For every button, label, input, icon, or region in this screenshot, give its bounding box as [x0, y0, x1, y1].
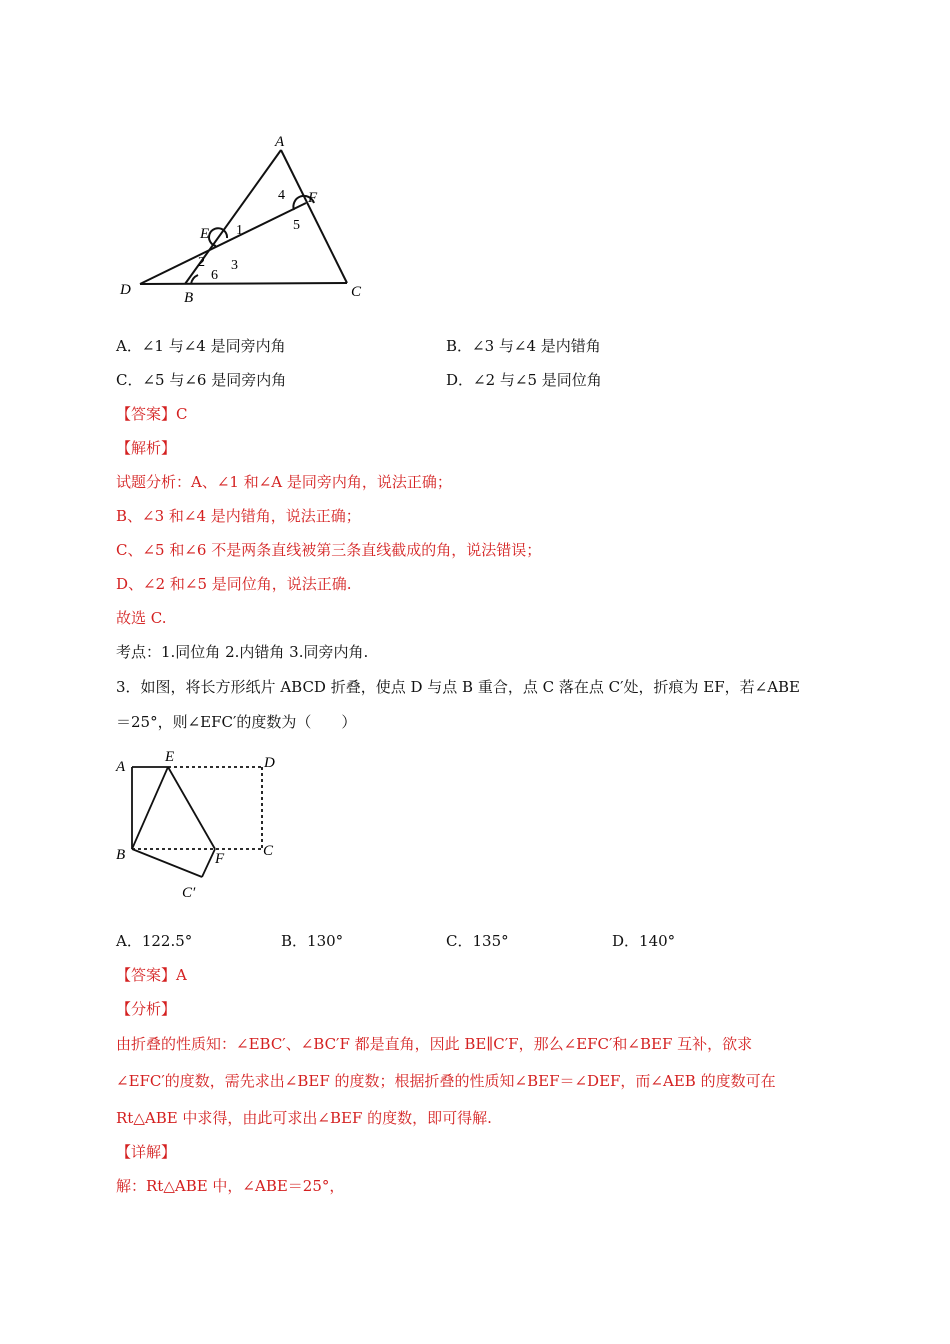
- q2-option-d: D．∠2 与∠5 是同位角: [446, 371, 602, 389]
- label-D: D: [120, 282, 131, 298]
- q2-kaodian: 考点：1.同位角 2.内错角 3.同旁内角.: [116, 643, 369, 661]
- q3-detail-title: 【详解】: [116, 1143, 177, 1161]
- q2-analysis-line: D、∠2 和∠5 是同位角，说法正确.: [116, 575, 352, 593]
- figure-folded-rectangle: [110, 745, 290, 910]
- q3-option-a: A．122.5°: [116, 932, 193, 950]
- segment-DC: [140, 283, 347, 284]
- q2-analysis-line: 试题分析：A、∠1 和∠A 是同旁内角，说法正确；: [116, 473, 452, 491]
- label-E: E: [200, 226, 210, 242]
- q3-answer: 【答案】A: [116, 966, 187, 984]
- q3-stem-line2: ＝25°，则∠EFC′的度数为（ ）: [116, 713, 357, 731]
- label-E: E: [165, 749, 175, 765]
- label-C: C: [263, 843, 274, 859]
- q2-analysis-line: 故选 C.: [116, 609, 167, 627]
- angle-arc-B: [191, 275, 198, 284]
- label-F: F: [308, 190, 318, 206]
- q3-fenxi-line: Rt△ABE 中求得，由此可求出∠BEF 的度数，即可得解.: [116, 1109, 492, 1127]
- q3-option-b: B．130°: [281, 932, 344, 950]
- label-B: B: [184, 290, 194, 306]
- q3-stem-line1: 3．如图，将长方形纸片 ABCD 折叠，使点 D 与点 B 重合，点 C 落在点 C′处，折痕为 EF，若∠ABE: [116, 678, 801, 696]
- label-B: B: [116, 847, 126, 863]
- segment-BE: [132, 767, 168, 849]
- angle-label-5: 5: [293, 218, 300, 233]
- q3-option-c: C．135°: [446, 932, 509, 950]
- segment-DF: [140, 203, 306, 284]
- segment-AC: [281, 150, 347, 283]
- q2-analysis-line: C、∠5 和∠6 不是两条直线被第三条直线截成的角，说法错误；: [116, 541, 542, 559]
- q2-answer: 【答案】C: [116, 405, 188, 423]
- segment-BC1: [132, 849, 202, 877]
- label-A: A: [275, 134, 285, 150]
- angle-label-6: 6: [211, 268, 218, 283]
- figure-triangle-transversal: [110, 128, 380, 308]
- label-A: A: [116, 759, 126, 775]
- angle-label-1: 1: [236, 223, 243, 238]
- q2-analysis-title: 【解析】: [116, 439, 177, 457]
- q3-fenxi-title: 【分析】: [116, 1000, 177, 1018]
- q3-detail-line: 解：Rt△ABE 中，∠ABE＝25°，: [116, 1177, 345, 1195]
- q3-fenxi-line: ∠EFC′的度数，需先求出∠BEF 的度数；根据折叠的性质知∠BEF＝∠DEF，而∠AEB 的度数可在: [116, 1072, 776, 1090]
- q2-option-b: B．∠3 与∠4 是内错角: [446, 337, 601, 355]
- q3-fenxi-line: 由折叠的性质知：∠EBC′、∠BC′F 都是直角，因此 BE∥C′F，那么∠EFC′和∠BEF 互补，欲求: [116, 1035, 753, 1053]
- label-D: D: [264, 755, 275, 771]
- angle-label-2: 2: [198, 255, 205, 270]
- label-C: C: [351, 284, 362, 300]
- angle-label-3: 3: [231, 258, 238, 273]
- segment-EF: [168, 767, 215, 849]
- q3-option-d: D．140°: [612, 932, 676, 950]
- q2-option-a: A．∠1 与∠4 是同旁内角: [116, 337, 286, 355]
- q2-option-c: C．∠5 与∠6 是同旁内角: [116, 371, 287, 389]
- q2-analysis-line: B、∠3 和∠4 是内错角，说法正确；: [116, 507, 361, 525]
- segment-C1F: [202, 849, 215, 877]
- label-C-prime: C′: [182, 885, 196, 901]
- label-F: F: [215, 851, 225, 867]
- angle-label-4: 4: [278, 188, 285, 203]
